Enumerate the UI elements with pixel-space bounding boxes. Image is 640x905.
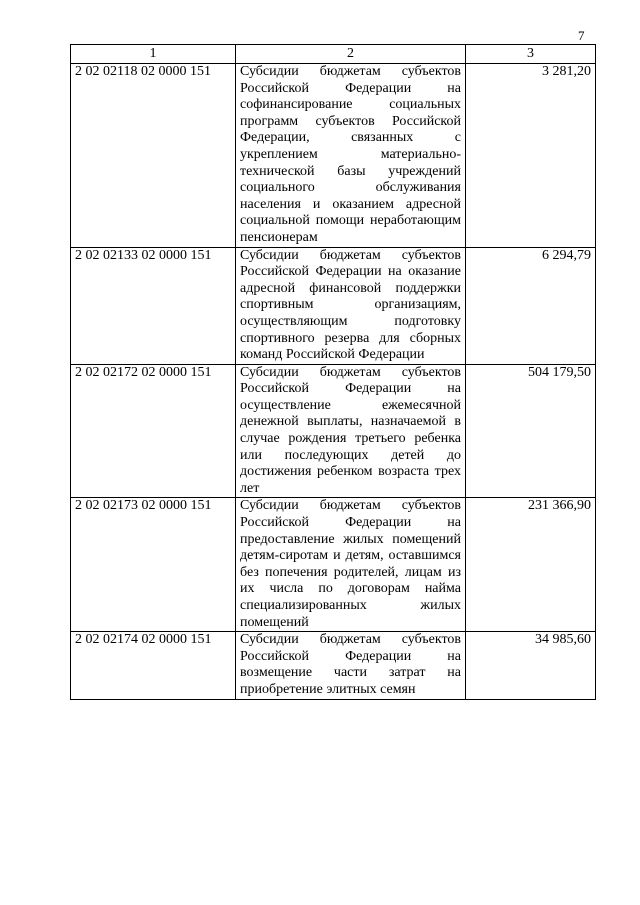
header-row: [71, 45, 596, 64]
budget-amount: 3 281,20: [466, 64, 596, 248]
table-row: [71, 64, 596, 248]
table-body: [71, 64, 596, 700]
budget-code: 2 02 02118 02 0000 151: [71, 64, 236, 248]
column-header-code: 1: [71, 45, 236, 64]
page-number: 7: [578, 28, 585, 43]
budget-description: Субсидии бюджетам субъектов Российской Федерации на возмещение части затрат на приобретение элитных семян: [236, 632, 466, 699]
budget-code: 2 02 02172 02 0000 151: [71, 364, 236, 498]
table-row: [71, 247, 596, 364]
budget-amount: 504 179,50: [466, 364, 596, 498]
table-header: [71, 45, 596, 64]
table-row: [71, 498, 596, 632]
table-row: [71, 632, 596, 699]
budget-description: Субсидии бюджетам субъектов Российской Федерации на софинансирование социальных программ субъектов Российской Федерации, связанных с укреплением материально-технической базы учреждений социального обслуживания населения и оказанием адресной социальной помощи неработающим пенсионерам: [236, 64, 466, 248]
budget-description: Субсидии бюджетам субъектов Российской Федерации на оказание адресной финансовой поддержки спортивным организациям, осуществляющим подготовку спортивного резерва для сборных команд Российской Федерации: [236, 247, 466, 364]
table-row: [71, 364, 596, 498]
column-header-name: 2: [236, 45, 466, 64]
budget-amount: 6 294,79: [466, 247, 596, 364]
budget-code: 2 02 02174 02 0000 151: [71, 632, 236, 699]
budget-amount: 231 366,90: [466, 498, 596, 632]
budget-amount: 34 985,60: [466, 632, 596, 699]
column-header-amount: 3: [466, 45, 596, 64]
budget-code: 2 02 02133 02 0000 151: [71, 247, 236, 364]
budget-table: [70, 44, 596, 700]
budget-code: 2 02 02173 02 0000 151: [71, 498, 236, 632]
budget-description: Субсидии бюджетам субъектов Российской Федерации на предоставление жилых помещений детям-сиротам и детям, оставшимся без попечения родителей, лицам из их числа по договорам найма специализированных жилых помещений: [236, 498, 466, 632]
budget-description: Субсидии бюджетам субъектов Российской Федерации на осуществление ежемесячной денежной выплаты, назначаемой в случае рождения третьего ребенка или последующих детей до достижения ребенком возраста трех лет: [236, 364, 466, 498]
